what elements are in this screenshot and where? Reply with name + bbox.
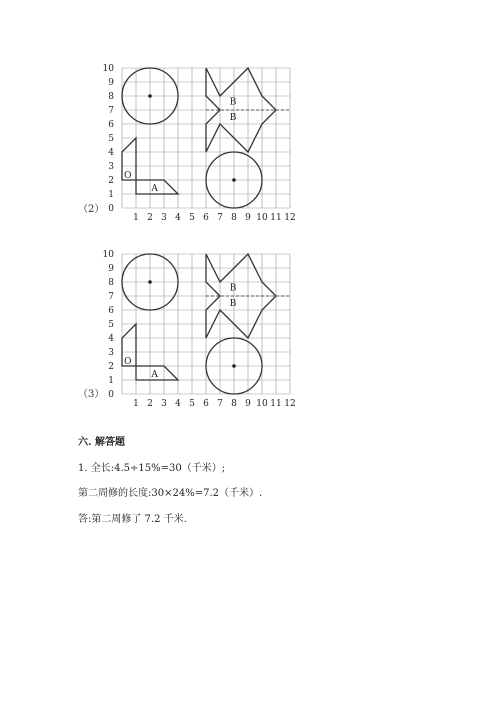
y-tick-label: 9	[108, 78, 114, 88]
x-tick-label: 4	[175, 213, 181, 223]
y-tick-label: 3	[108, 162, 114, 172]
figure-3-label: （3）	[78, 389, 105, 400]
y-tick-label: 3	[108, 348, 114, 358]
answer-line-1: 1. 全长:4.5÷15%=30（千米）;	[78, 463, 226, 474]
x-tick-label: 12	[284, 213, 296, 223]
y-tick-label: 1	[108, 190, 114, 200]
x-tick-label: 5	[189, 399, 195, 409]
y-tick-label: 2	[108, 362, 114, 372]
y-tick-label: 6	[108, 306, 114, 316]
x-tick-label: 6	[203, 399, 209, 409]
x-tick-label: 7	[217, 213, 223, 223]
y-tick-label: 9	[108, 264, 114, 274]
grid-figure-3-svg	[70, 246, 310, 409]
label-b-lower: B	[229, 112, 237, 123]
x-tick-label: 2	[147, 213, 153, 223]
circle-center-dot	[232, 364, 236, 368]
y-tick-label: 7	[108, 292, 114, 302]
y-tick-label: 8	[108, 278, 114, 288]
y-tick-label: 2	[108, 176, 114, 186]
answer-line-3: 答:第二周修了 7.2 千米.	[78, 514, 187, 525]
answer-line-2: 第二周修的长度:30×24%=7.2（千米）.	[78, 488, 263, 499]
label-b-upper: B	[229, 97, 237, 108]
grid-figure-2-svg	[70, 60, 310, 223]
y-tick-label: 4	[108, 334, 114, 344]
grid-figure-2	[70, 60, 310, 223]
x-tick-label: 8	[231, 213, 237, 223]
x-tick-label: 10	[256, 213, 268, 223]
label-a: A	[151, 370, 158, 380]
x-tick-label: 7	[217, 399, 223, 409]
x-tick-label: 9	[245, 399, 251, 409]
x-tick-label: 1	[133, 213, 139, 223]
x-tick-label: 4	[175, 399, 181, 409]
x-tick-label: 11	[270, 399, 282, 409]
y-tick-label: 5	[108, 134, 114, 144]
label-a: A	[151, 184, 158, 194]
section-title: 六. 解答题	[78, 437, 125, 448]
grid-figure-3	[70, 246, 310, 409]
x-tick-label: 10	[256, 399, 268, 409]
x-tick-label: 9	[245, 213, 251, 223]
y-tick-label: 7	[108, 106, 114, 116]
x-tick-label: 3	[161, 213, 167, 223]
label-b-upper: B	[229, 283, 237, 294]
label-o: O	[124, 171, 132, 181]
x-tick-label: 11	[270, 213, 282, 223]
y-tick-label: 5	[108, 320, 114, 330]
x-tick-label: 12	[284, 399, 296, 409]
label-b-lower: B	[229, 298, 237, 309]
y-tick-label: 10	[102, 64, 114, 74]
x-tick-label: 6	[203, 213, 209, 223]
y-tick-label: 8	[108, 92, 114, 102]
y-tick-label: 0	[108, 390, 114, 400]
x-tick-label: 3	[161, 399, 167, 409]
y-tick-label: 0	[108, 204, 114, 214]
x-tick-label: 5	[189, 213, 195, 223]
y-tick-label: 6	[108, 120, 114, 130]
y-tick-label: 1	[108, 376, 114, 386]
x-tick-label: 8	[231, 399, 237, 409]
y-tick-label: 10	[102, 250, 114, 260]
circle-center-dot	[232, 178, 236, 182]
label-o: O	[124, 357, 132, 367]
x-tick-label: 1	[133, 399, 139, 409]
circle-center-dot	[148, 94, 152, 98]
figure-2-label: （2）	[78, 204, 105, 215]
circle-center-dot	[148, 280, 152, 284]
y-tick-label: 4	[108, 148, 114, 158]
x-tick-label: 2	[147, 399, 153, 409]
